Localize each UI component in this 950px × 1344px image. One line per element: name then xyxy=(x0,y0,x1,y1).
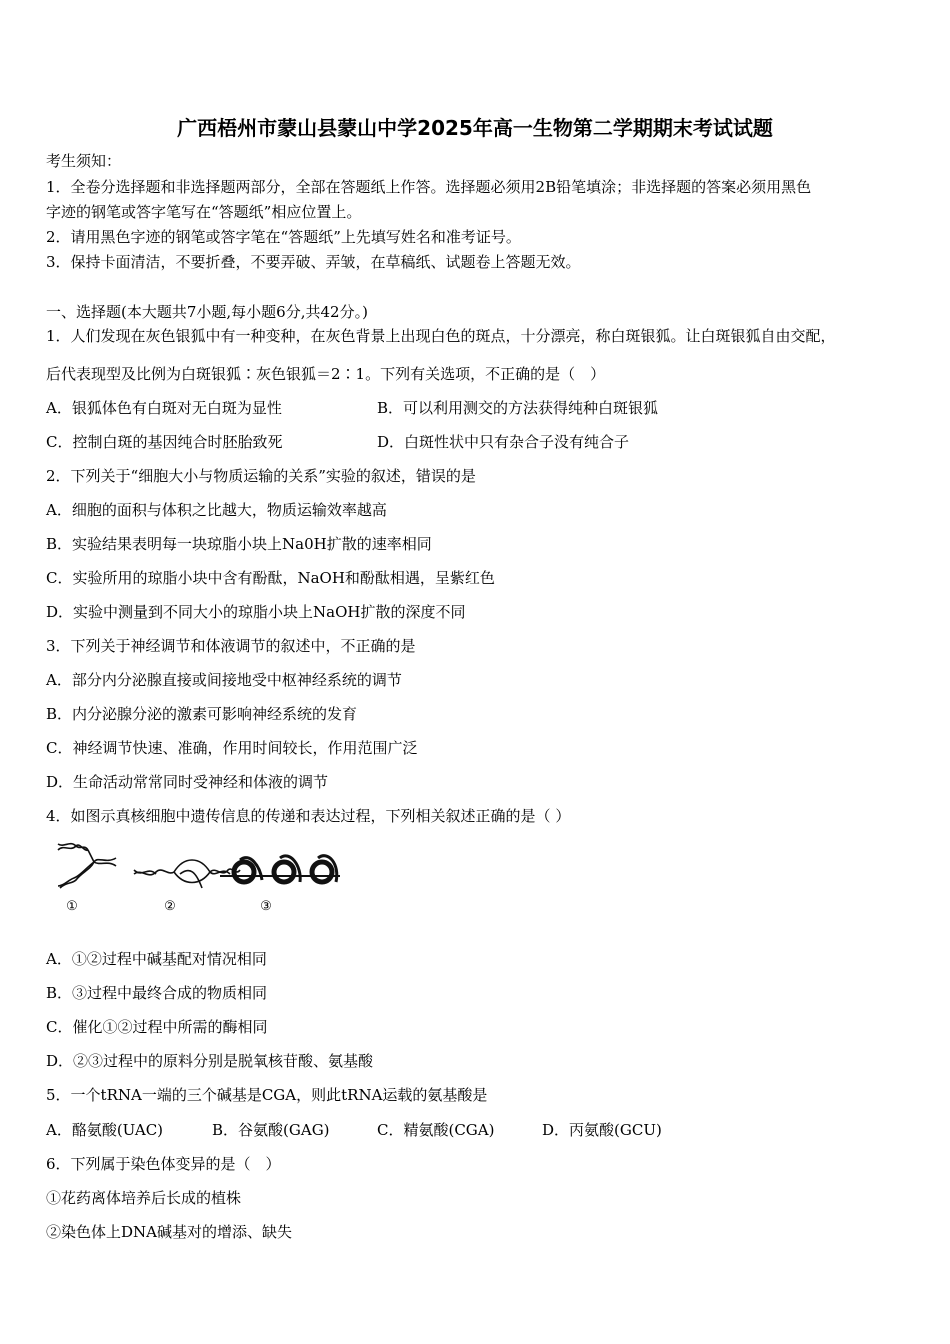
notice-item-1-cont: 字迹的钢笔或答字笔写在“答题纸”相应位置上。 xyxy=(46,203,362,221)
section-heading: 一、选择题(本大题共7小题,每小题6分,共42分。) xyxy=(46,303,368,321)
page-title: 广西梧州市蒙山县蒙山中学2025年高一生物第二学期期末考试试题 xyxy=(177,116,773,140)
figure-label-3: ③ xyxy=(260,899,272,914)
q5-stem: 5．一个tRNA一端的三个碱基是CGA，则此tRNA运载的氨基酸是 xyxy=(46,1086,488,1104)
q5-option-d: D．丙氨酸(GCU) xyxy=(542,1121,662,1139)
q4-option-b: B．③过程中最终合成的物质相同 xyxy=(46,984,268,1002)
q4-stem: 4．如图示真核细胞中遗传信息的传递和表达过程，下列相关叙述正确的是（ ） xyxy=(46,807,571,825)
q5-option-c: C．精氨酸(CGA) xyxy=(377,1121,495,1139)
q2-stem: 2．下列关于“细胞大小与物质运输的关系”实验的叙述，错误的是 xyxy=(46,467,476,485)
q4-option-c: C．催化①②过程中所需的酶相同 xyxy=(46,1018,268,1036)
q6-stem: 6．下列属于染色体变异的是（ ） xyxy=(46,1155,281,1173)
q5-option-a: A．酪氨酸(UAC) xyxy=(46,1121,164,1139)
q1-stem-2: 后代表现型及比例为白斑银狐∶灰色银狐＝2∶1。下列有关选项，不正确的是（ ） xyxy=(46,365,606,383)
notice-item-1: 1．全卷分选择题和非选择题两部分，全部在答题纸上作答。选择题必须用2B铅笔填涂；非选择题的答案必须用黑色 xyxy=(46,178,812,196)
q2-option-b: B．实验结果表明每一块琼脂小块上Na0H扩散的速率相同 xyxy=(46,535,432,553)
q3-option-c: C．神经调节快速、准确，作用时间较长，作用范围广泛 xyxy=(46,739,418,757)
q3-stem: 3．下列关于神经调节和体液调节的叙述中，不正确的是 xyxy=(46,637,416,655)
q6-item-1: ①花药离体培养后长成的植株 xyxy=(46,1189,242,1207)
notice-heading: 考生须知： xyxy=(46,152,122,170)
q3-option-d: D．生命活动常常同时受神经和体液的调节 xyxy=(46,773,329,791)
figure-label-2: ② xyxy=(164,899,176,914)
q2-option-d: D．实验中测量到不同大小的琼脂小块上NaOH扩散的深度不同 xyxy=(46,603,466,621)
figure-label-1: ① xyxy=(66,899,78,914)
q1-stem-1: 1．人们发现在灰色银狐中有一种变种，在灰色背景上出现白色的斑点，十分漂亮，称白斑银狐。让白斑银狐自由交配， xyxy=(46,327,836,345)
q5-option-b: B．谷氨酸(GAG) xyxy=(212,1121,330,1139)
transcription-diagram xyxy=(134,860,240,888)
q1-option-d: D．白斑性状中只有杂合子没有纯合子 xyxy=(377,433,630,451)
q1-option-c: C．控制白斑的基因纯合时胚胎致死 xyxy=(46,433,283,451)
q3-option-a: A．部分内分泌腺直接或间接地受中枢神经系统的调节 xyxy=(46,671,402,689)
translation-diagram xyxy=(220,856,340,882)
q2-option-a: A．细胞的面积与体积之比越大，物质运输效率越高 xyxy=(46,501,387,519)
q3-option-b: B．内分泌腺分泌的激素可影响神经系统的发育 xyxy=(46,705,358,723)
q4-option-a: A．①②过程中碱基配对情况相同 xyxy=(46,950,267,968)
gene-expression-figure xyxy=(50,836,342,916)
q4-option-d: D．②③过程中的原料分别是脱氧核苷酸、氨基酸 xyxy=(46,1052,374,1070)
q2-option-c: C．实验所用的琼脂小块中含有酚酞，NaOH和酚酞相遇，呈紫红色 xyxy=(46,569,495,587)
q1-option-a: A．银狐体色有白斑对无白斑为显性 xyxy=(46,399,282,417)
notice-item-3: 3．保持卡面清洁，不要折叠，不要弄破、弄皱，在草稿纸、试题卷上答题无效。 xyxy=(46,253,581,271)
q6-item-2: ②染色体上DNA碱基对的增添、缺失 xyxy=(46,1223,292,1241)
q1-option-b: B．可以利用测交的方法获得纯种白斑银狐 xyxy=(377,399,659,417)
notice-item-2: 2．请用黑色字迹的钢笔或答字笔在“答题纸”上先填写姓名和准考证号。 xyxy=(46,228,521,246)
replication-diagram xyxy=(58,844,116,888)
